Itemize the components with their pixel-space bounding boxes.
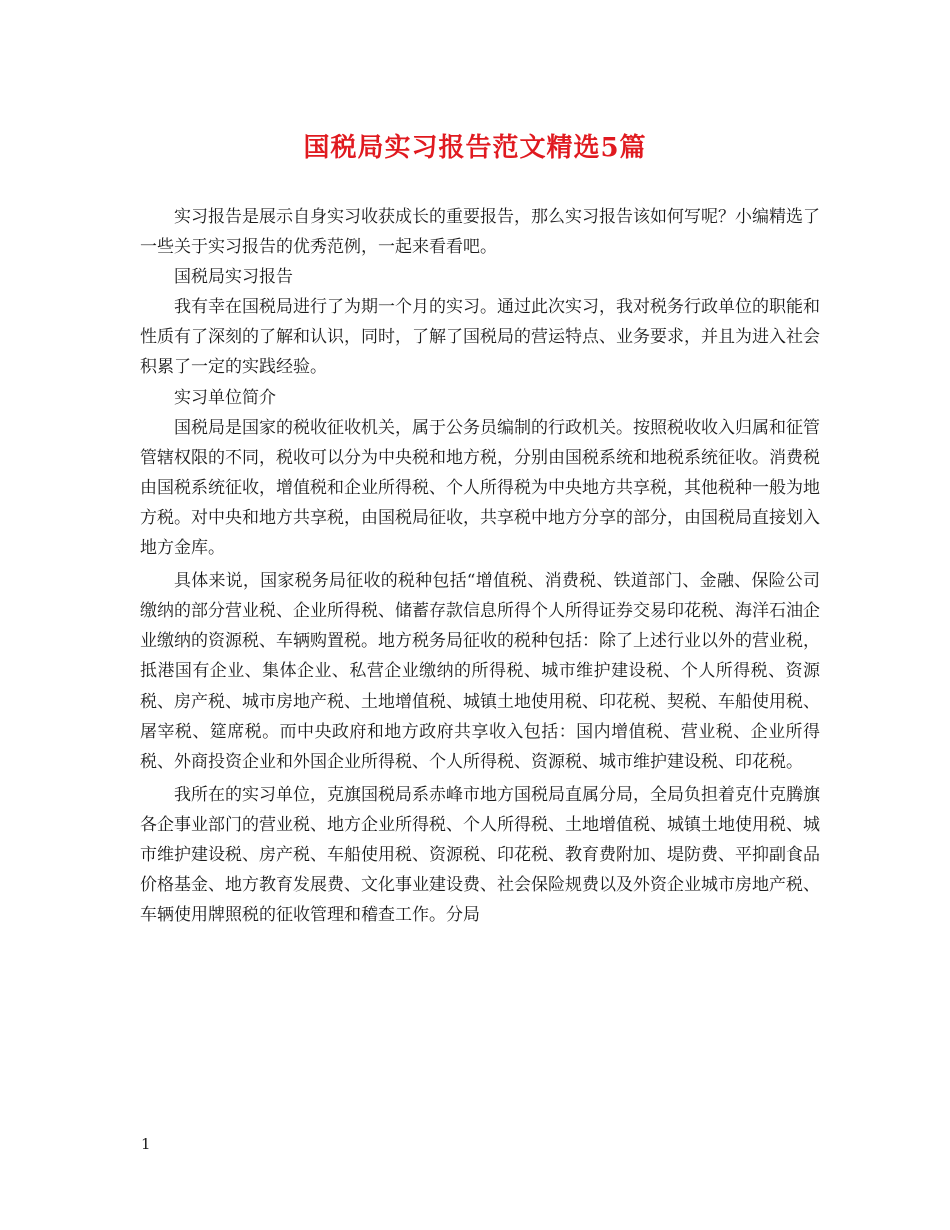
section-heading-unit-intro: 实习单位简介	[174, 387, 276, 408]
document-title: 国税局实习报告范文精选5篇	[303, 133, 647, 163]
section-heading-report: 国税局实习报告	[174, 267, 293, 288]
intro-paragraph: 实习报告是展示自身实习收获成长的重要报告，那么实习报告该如何写呢？小编精选了一些关于实习报告的优秀范例，一起来看看吧。	[140, 207, 820, 258]
body-paragraph: 我有幸在国税局进行了为期一个月的实习。通过此次实习，我对税务行政单位的职能和性质有了深刻的了解和认识，同时，了解了国税局的营运特点、业务要求，并且为进入社会积累了一定的实践经验。	[140, 297, 820, 378]
page-number: 1	[141, 1135, 151, 1153]
body-paragraph: 具体来说，国家税务局征收的税种包括“增值税、消费税、铁道部门、金融、保险公司缴纳的部分营业税、企业所得税、储蓄存款信息所得个人所得证券交易印花税、海洋石油企业缴纳的资源税、车辆购置税。地方税务局征收的税种包括：除了上述行业以外的营业税，抵港国有企业、集体企业、私营企业缴纳的所得税、城市维护建设税、个人所得税、资源税、房产税、城市房地产税、土地增值税、城镇土地使用税、印花税、契税、车船使用税、屠宰税、筵席税。而中央政府和地方政府共享收入包括：国内增值税、营业税、企业所得税、外商投资企业和外国企业所得税、个人所得税、资源税、城市维护建设税、印花税。	[140, 571, 820, 772]
body-paragraph: 国税局是国家的税收征收机关，属于公务员编制的行政机关。按照税收收入归属和征管管辖权限的不同，税收可以分为中央税和地方税，分别由国税系统和地税系统征收。消费税由国税系统征收，增值税和企业所得税、个人所得税为中央地方共享税，其他税种一般为地方税。对中央和地方共享税，由国税局征收，共享税中地方分享的部分，由国税局直接划入地方金库。	[140, 417, 820, 559]
body-paragraph: 我所在的实习单位，克旗国税局系赤峰市地方国税局直属分局，全局负担着克什克腾旗各企事业部门的营业税、地方企业所得税、个人所得税、土地增值税、城镇土地使用税、城市维护建设税、房产税、车船使用税、资源税、印花税、教育费附加、堤防费、平抑副食品价格基金、地方教育发展费、文化事业建设费、社会保险规费以及外资企业城市房地产税、车辆使用牌照税的征收管理和稽查工作。分局	[140, 784, 820, 926]
document-body	[140, 202, 820, 930]
